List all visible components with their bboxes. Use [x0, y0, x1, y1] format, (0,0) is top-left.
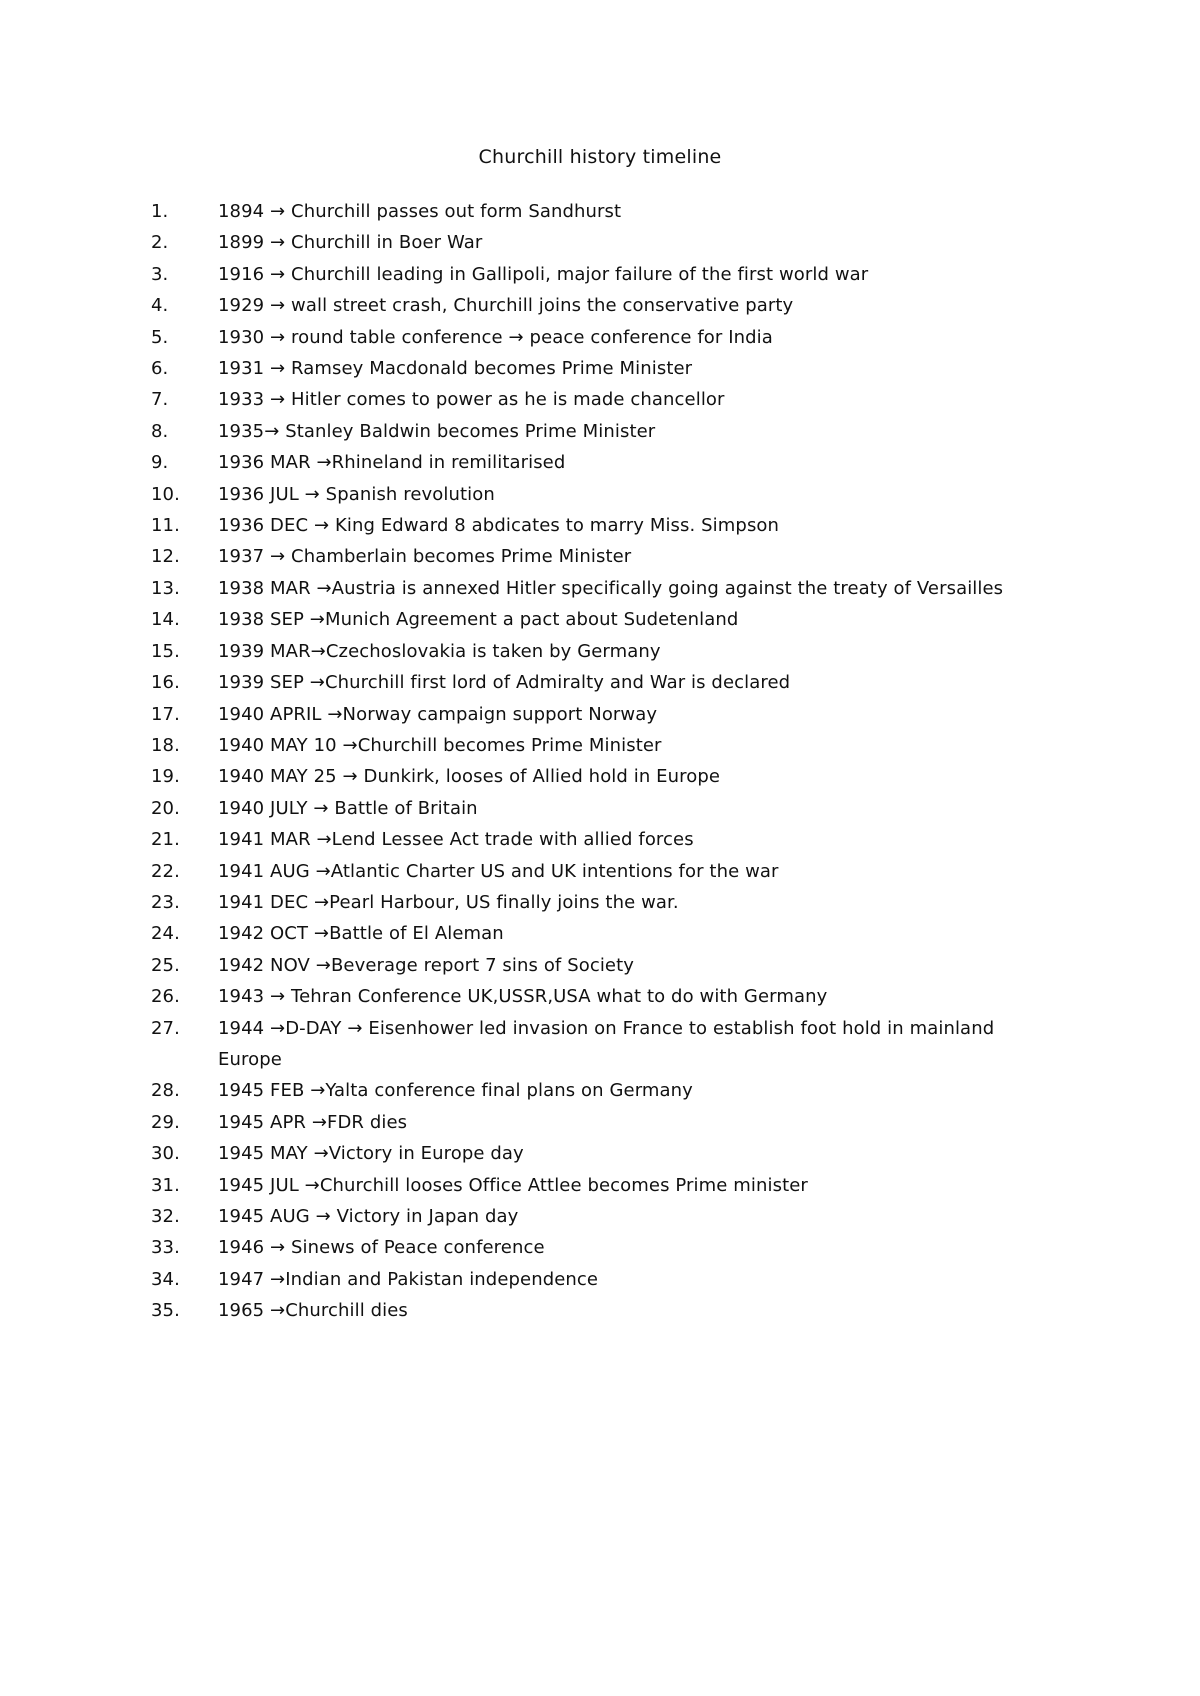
timeline-item — [151, 1170, 1051, 1201]
item-number: 9. — [151, 452, 169, 474]
item-number: 13. — [151, 577, 180, 599]
item-text: 1936 DEC → King Edward 8 abdicates to marry Miss. Simpson — [218, 515, 780, 537]
timeline-item — [151, 1201, 1051, 1232]
item-text: 1942 OCT →Battle of El Aleman — [218, 923, 504, 945]
item-text: 1938 SEP →Munich Agreement a pact about Sudetenland — [218, 609, 739, 631]
item-number: 24. — [151, 923, 180, 945]
item-number: 19. — [151, 766, 180, 788]
item-number: 27. — [151, 1017, 180, 1039]
item-text: 1946 → Sinews of Peace conference — [218, 1237, 545, 1259]
timeline-item — [151, 541, 1051, 572]
item-number: 30. — [151, 1143, 180, 1165]
item-number: 3. — [151, 263, 169, 285]
item-text: 1899 → Churchill in Boer War — [218, 232, 483, 254]
item-text: 1941 DEC →Pearl Harbour, US finally joins the war. — [218, 891, 679, 913]
timeline-item — [151, 290, 1051, 321]
item-text: 1945 AUG → Victory in Japan day — [218, 1206, 519, 1227]
item-number: 20. — [151, 797, 180, 819]
item-text: 1929 → wall street crash, Churchill joins the conservative party — [218, 295, 794, 317]
item-number: 14. — [151, 609, 180, 631]
timeline-item — [151, 856, 1051, 887]
timeline-item — [151, 416, 1051, 447]
item-number: 16. — [151, 672, 180, 694]
timeline-item — [151, 1295, 1051, 1326]
item-text: 1894 → Churchill passes out form Sandhurst — [218, 201, 622, 222]
item-number: 15. — [151, 640, 180, 662]
item-number: 11. — [151, 515, 180, 537]
item-text: 1930 → round table conference → peace conference for India — [218, 326, 773, 348]
timeline-item — [151, 384, 1051, 415]
timeline-item — [151, 636, 1051, 667]
document-title: Churchill history timeline — [478, 146, 722, 168]
item-number: 31. — [151, 1174, 180, 1196]
timeline-item — [151, 479, 1051, 510]
item-text: 1940 MAY 25 → Dunkirk, looses of Allied hold in Europe — [218, 766, 721, 788]
item-text: 1936 MAR →Rhineland in remilitarised — [218, 452, 566, 474]
timeline-item — [151, 573, 1051, 604]
item-number: 17. — [151, 703, 180, 725]
timeline-item — [151, 447, 1051, 478]
item-text: 1943 → Tehran Conference UK,USSR,USA what to do with Germany — [218, 986, 828, 1008]
timeline-item — [151, 353, 1051, 384]
item-number: 29. — [151, 1111, 180, 1133]
timeline-item — [151, 510, 1051, 541]
item-text: 1944 →D-DAY → Eisenhower led invasion on France to establish foot hold in mainland Europe — [218, 1017, 995, 1070]
timeline-item — [151, 824, 1051, 855]
timeline-item — [151, 322, 1051, 353]
timeline-list — [151, 196, 1051, 1327]
timeline-item — [151, 227, 1051, 258]
item-text: 1941 MAR →Lend Lessee Act trade with allied forces — [218, 829, 694, 851]
item-text: 1940 MAY 10 →Churchill becomes Prime Minister — [218, 734, 662, 756]
item-text: 1942 NOV →Beverage report 7 sins of Society — [218, 954, 635, 976]
item-number: 4. — [151, 295, 169, 317]
item-text: 1931 → Ramsey Macdonald becomes Prime Minister — [218, 358, 693, 380]
timeline-item — [151, 1232, 1051, 1263]
item-number: 35. — [151, 1300, 180, 1322]
item-text: 1937 → Chamberlain becomes Prime Minister — [218, 546, 632, 568]
item-text: 1940 APRIL →Norway campaign support Norway — [218, 703, 658, 725]
timeline-item — [151, 1264, 1051, 1295]
timeline-item — [151, 667, 1051, 698]
item-text: 1939 MAR→Czechoslovakia is taken by Germany — [218, 640, 661, 662]
timeline-item — [151, 918, 1051, 949]
timeline-item — [151, 699, 1051, 730]
item-number: 5. — [151, 326, 169, 348]
item-number: 32. — [151, 1206, 180, 1227]
item-text: 1935→ Stanley Baldwin becomes Prime Minister — [218, 420, 656, 442]
timeline-item — [151, 887, 1051, 918]
timeline-item — [151, 1138, 1051, 1169]
item-text: 1916 → Churchill leading in Gallipoli, major failure of the first world war — [218, 263, 869, 285]
timeline-item — [151, 1107, 1051, 1138]
item-text: 1940 JULY → Battle of Britain — [218, 797, 478, 819]
item-text: 1947 →Indian and Pakistan independence — [218, 1268, 599, 1290]
timeline-item — [151, 196, 1051, 227]
item-text: 1939 SEP →Churchill first lord of Admiralty and War is declared — [218, 672, 791, 694]
item-number: 12. — [151, 546, 180, 568]
item-number: 33. — [151, 1237, 180, 1259]
item-number: 6. — [151, 358, 169, 380]
item-text: 1945 FEB →Yalta conference final plans on Germany — [218, 1080, 693, 1102]
item-number: 22. — [151, 860, 180, 882]
item-text: 1936 JUL → Spanish revolution — [218, 483, 495, 505]
item-number: 2. — [151, 232, 169, 254]
item-number: 34. — [151, 1268, 180, 1290]
item-text: 1945 APR →FDR dies — [218, 1111, 408, 1133]
item-number: 25. — [151, 954, 180, 976]
item-text: 1933 → Hitler comes to power as he is made chancellor — [218, 389, 725, 411]
item-number: 10. — [151, 483, 180, 505]
item-text: 1938 MAR →Austria is annexed Hitler specifically going against the treaty of Versailles — [218, 577, 1004, 599]
timeline-item — [151, 793, 1051, 824]
timeline-item — [151, 950, 1051, 981]
item-number: 18. — [151, 734, 180, 756]
item-number: 1. — [151, 201, 169, 222]
item-text: 1945 JUL →Churchill looses Office Attlee becomes Prime minister — [218, 1174, 808, 1196]
item-number: 21. — [151, 829, 180, 851]
item-number: 23. — [151, 891, 180, 913]
item-text: 1945 MAY →Victory in Europe day — [218, 1143, 524, 1165]
timeline-item — [151, 730, 1051, 761]
item-text: 1965 →Churchill dies — [218, 1300, 408, 1322]
item-number: 26. — [151, 986, 180, 1008]
timeline-item — [151, 761, 1051, 792]
timeline-item — [151, 1075, 1051, 1106]
item-number: 7. — [151, 389, 169, 411]
timeline-item — [151, 604, 1051, 635]
item-text: 1941 AUG →Atlantic Charter US and UK intentions for the war — [218, 860, 779, 882]
timeline-item — [151, 1013, 1051, 1076]
item-number: 8. — [151, 420, 169, 442]
timeline-item — [151, 259, 1051, 290]
timeline-item — [151, 981, 1051, 1012]
item-number: 28. — [151, 1080, 180, 1102]
